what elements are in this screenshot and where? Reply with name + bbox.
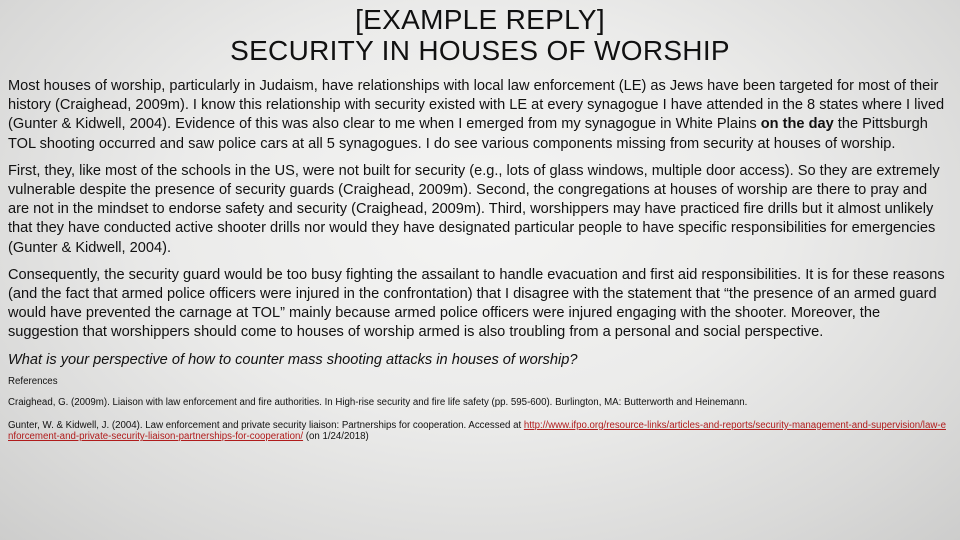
discussion-question: What is your perspective of how to counter mass shooting attacks in houses of worship? [8,351,578,368]
title-line-1: [EXAMPLE REPLY] [355,4,605,35]
paragraph-1-emphasis: on the day [760,116,834,133]
reference-entry-2 [8,420,948,443]
paragraph-1-text-b: the Pittsburgh TOL shooting occurred and saw police cars at all 5 synagogues. I do see various components missing from security at houses of worship. [8,116,928,152]
paragraph-2: First, they, like most of the schools in the US, were not built for security (e.g., lots of glass windows, multiple door access). So they are extremely vulnerable despite the presence of security guards (Craighead, 2009m). Second, the congregations at houses of worship are there to pray and are not in the mindset to endorse safety and security (Craighead, 2009m). Third, worshippers may have practiced fire drills but it almost unlikely that they have conducted active shooter drills nor would they have designated particular people to have specific responsibilities for emergencies (Gunter & Kidwell, 2004). [8,162,940,256]
title-line-2: SECURITY IN HOUSES OF WORSHIP [230,35,730,66]
slide-title [0,4,960,66]
reference-entry-2-accessed: (on 1/24/2018) [303,431,369,443]
references-section [8,376,948,443]
paragraph-3: Consequently, the security guard would be too busy fighting the assailant to handle evacuation and first aid responsibilities. It is for these reasons (and the fact that armed police officers were injured in the confrontation) that I disagree with the statement that “the presence of an armed guard would have prevented the carnage at TOL” mainly because armed police officers were injured engaging with the shooter. Moreover, the suggestion that worshippers should come to houses of worship armed is also troubling from a personal and social perspective. [8,266,945,341]
reference-entry-2-text: Gunter, W. & Kidwell, J. (2004). Law enforcement and private security liaison: Partnerships for cooperation. Accessed at [8,419,524,431]
paragraph-1-text-a: Most houses of worship, particularly in Judaism, have relationships with local law enforcement (LE) as Jews have been targeted for most of their history (Craighead, 2009m). I know this relationship with security existed with LE at every synagogue I have attended in the 8 states where I lived (Gunter & Kidwell, 2004). Evidence of this was also clear to me when I emerged from my synagogue in White Plains [8,78,945,133]
reference-link[interactable]: http://www.ifpo.org/resource-links/articles-and-reports/security-management-and-supervision/law-enforcement-and-private-security-liaison-partnerships-for-cooperation/ [8,419,946,443]
body-content [8,77,948,454]
references-heading: References [8,375,58,387]
reference-entry-1: Craighead, G. (2009m). Liaison with law enforcement and fire authorities. In High-rise security and fire life safety (pp. 595-600). Burlington, MA: Butterworth and Heinemann. [8,397,748,409]
paragraph-1 [8,77,948,154]
